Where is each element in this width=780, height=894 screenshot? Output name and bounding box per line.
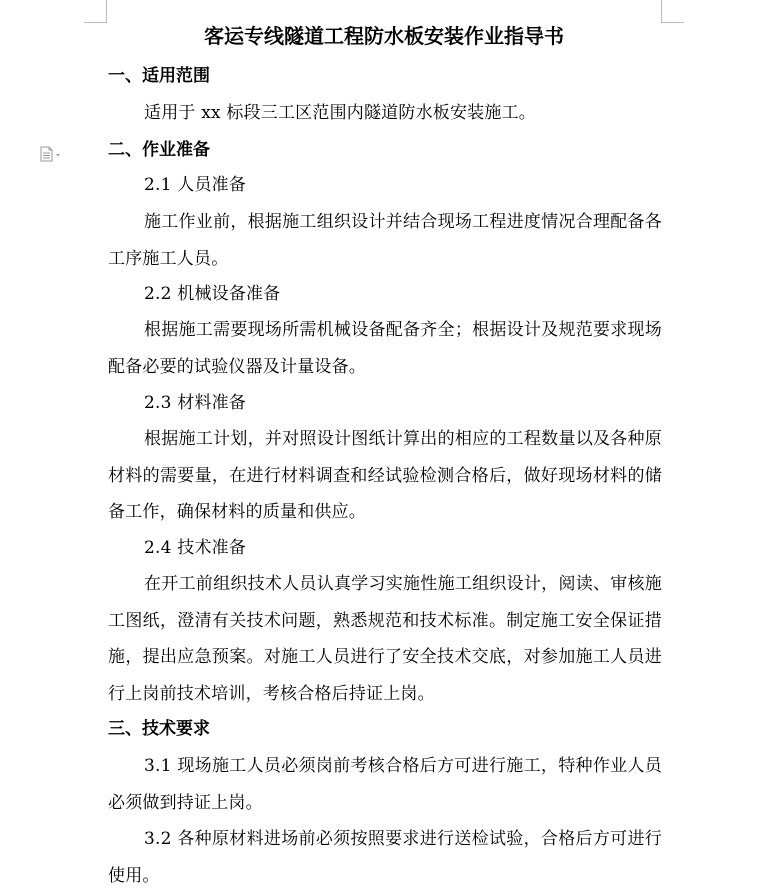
paragraph: 适用于 xx 标段三工区范围内隧道防水板安装施工。 <box>144 103 536 123</box>
subsection-heading: 2.3 材料准备 <box>144 393 247 413</box>
paragraph: 根据施工计划，并对照设计图纸计算出的相应的工程数量以及各种原材料的需要量，在进行材料调查和经试验检测合格后，做好现场材料的储备工作，确保材料的质量和供应。 <box>108 429 662 522</box>
document-title: 客运专线隧道工程防水板安装作业指导书 <box>204 24 564 48</box>
subsection-heading: 2.2 机械设备准备 <box>144 284 281 304</box>
paragraph: 施工作业前，根据施工组织设计并结合现场工程进度情况合理配备各工序施工人员。 <box>108 212 662 269</box>
paragraph: 3.1 现场施工人员必须岗前考核合格后方可进行施工，特种作业人员必须做到持证上岗。 <box>108 756 662 813</box>
paragraph: 根据施工需要现场所需机械设备配备齐全；根据设计及规范要求现场配备必要的试验仪器及计量设备。 <box>108 320 662 377</box>
subsection-heading: 2.1 人员准备 <box>144 175 247 195</box>
section-heading: 三、技术要求 <box>108 719 210 739</box>
section-heading: 二、作业准备 <box>108 140 210 160</box>
page-corner-mark-top-left <box>84 0 107 23</box>
subsection-heading: 2.4 技术准备 <box>144 538 247 558</box>
section-heading: 一、适用范围 <box>108 66 210 86</box>
paragraph: 在开工前组织技术人员认真学习实施性施工组织设计，阅读、审核施工图纸，澄清有关技术问题，熟悉规范和技术标准。制定施工安全保证措施，提出应急预案。对施工人员进行了安全技术交底，对参加施工人员进行上岗前技术培训，考核合格后持证上岗。 <box>108 574 662 704</box>
paragraph: 3.2 各种原材料进场前必须按照要求进行送检试验，合格后方可进行使用。 <box>108 829 662 886</box>
page-corner-mark-top-right <box>661 0 684 23</box>
document-outline-icon[interactable] <box>40 146 62 162</box>
